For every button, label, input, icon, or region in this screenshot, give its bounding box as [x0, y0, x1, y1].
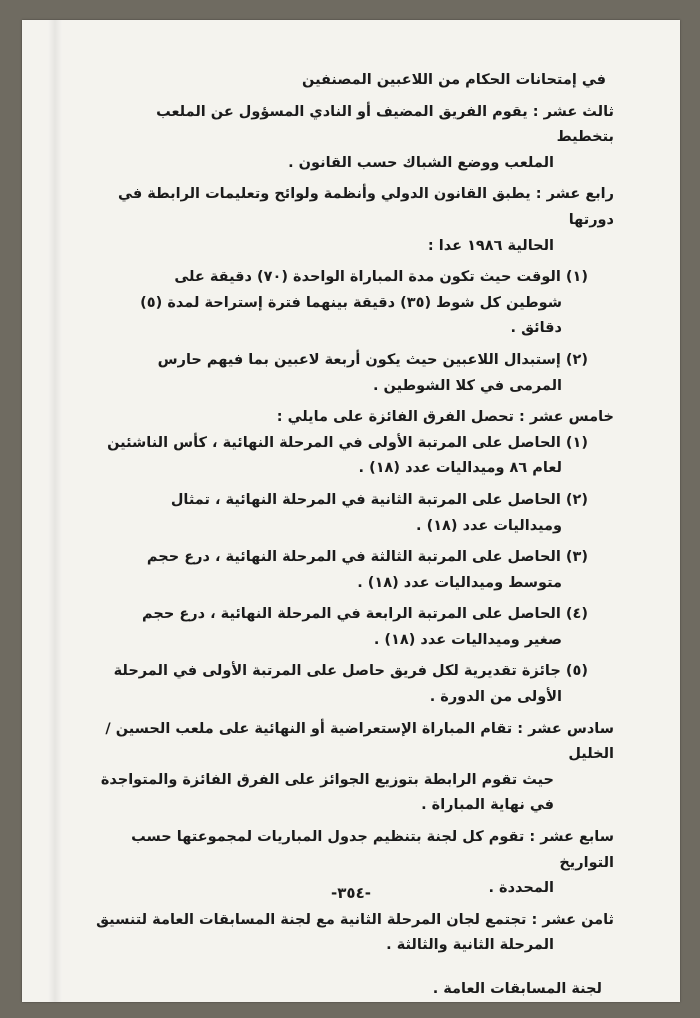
clause-17: سابع عشر : تقوم كل لجنة بتنظيم جدول المباريات لمجموعتها حسب التواريخ — [131, 829, 614, 871]
text-line: وميداليات عدد (١٨) . — [416, 517, 562, 534]
clause-16: سادس عشر : تقام المباراة الإستعراضية أو النهائية على ملعب الحسين /الخليل — [105, 720, 614, 763]
text-line: المرمى في كلا الشوطين . — [373, 377, 562, 394]
text-line: المرحلة الثانية والثالثة . — [386, 937, 554, 954]
list-item: (١) الوقت حيث تكون مدة المباراة الواحدة (٧٠) دقيقة على — [174, 269, 588, 286]
text-line: الحالية ١٩٨٦ عدا : — [427, 237, 554, 254]
list-item: (٣) الحاصل على المرتبة الثالثة في المرحلة النهائية ، درع حجم — [146, 549, 588, 566]
clause-18: ثامن عشر : تجتمع لجان المرحلة الثانية مع لجنة المسابقات العامة لتنسيق — [96, 911, 614, 928]
text-line: لعام ٨٦ وميداليات عدد (١٨) . — [358, 460, 562, 477]
list-item: (٢) إستبدال اللاعبين حيث يكون أربعة لاعبين بما فيهم حارس — [157, 351, 588, 368]
text-line: حيث تقوم الرابطة بتوزيع الجوائز على الفرق الفائزة والمتواجدة — [100, 771, 554, 788]
document-page — [22, 20, 680, 1002]
text-line: متوسط وميداليات عدد (١٨) . — [357, 574, 562, 591]
list-item: (٢) الحاصل على المرتبة الثانية في المرحلة النهائية ، تمثال — [170, 491, 588, 508]
page-number: -٣٥٤- — [331, 884, 371, 902]
text-line: الملعب ووضع الشباك حسب القانون . — [288, 154, 554, 171]
text-line: المحددة . — [488, 880, 554, 897]
clause-14: رابع عشر : يطبق القانون الدولي وأنظمة ولوائح وتعليمات الرابطة في دورتها — [118, 186, 614, 228]
document-body — [94, 68, 614, 1003]
list-item: (٤) الحاصل على المرتبة الرابعة في المرحلة النهائية ، درع حجم — [142, 606, 588, 623]
list-item: (١) الحاصل على المرتبة الأولى في المرحلة النهائية ، كأس الناشئين — [107, 434, 588, 451]
clause-15: خامس عشر : تحصل الفرق الفائزة على مايلي : — [276, 409, 614, 426]
clause-13: ثالث عشر : يقوم الفريق المضيف أو النادي المسؤول عن الملعب بتخطيط — [156, 103, 614, 146]
text-line: دقائق . — [510, 320, 562, 337]
text-line: الأولى من الدورة . — [429, 689, 562, 706]
list-item: (٥) جائزة تقديرية لكل فريق حاصل على المرتبة الأولى في المرحلة — [113, 663, 588, 680]
text-line: صغير وميداليات عدد (١٨) . — [373, 631, 562, 648]
text-line: في نهاية المباراة . — [421, 797, 554, 814]
text-line: شوطين كل شوط (٣٥) دقيقة بينهما فترة إستراحة لمدة (٥) — [140, 294, 562, 311]
text-line: في إمتحانات الحكام من اللاعبين المصنفين — [302, 72, 606, 88]
signature-line: لجنة المسابقات العامة . — [432, 981, 602, 997]
paper-fold — [48, 20, 62, 1002]
